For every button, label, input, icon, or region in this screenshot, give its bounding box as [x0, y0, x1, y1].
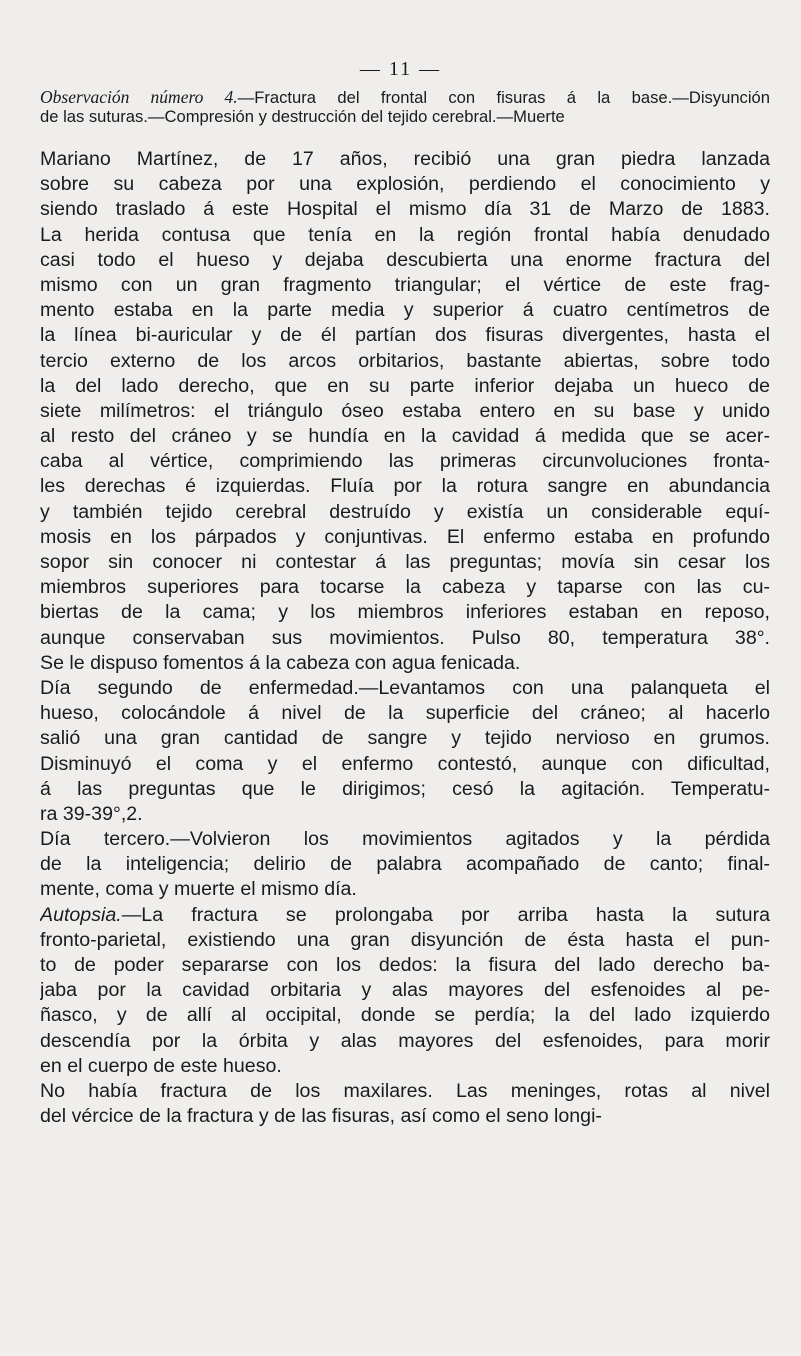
paragraph — [40, 1079, 770, 1129]
text-line: ñasco, y de allí al occipital, donde se perdía; la del lado izquierdo — [40, 1004, 770, 1027]
text-line: tercio externo de los arcos orbitarios, bastante abiertas, sobre todo — [40, 349, 770, 372]
observation-summary — [40, 88, 770, 126]
text-line: Se le dispuso fomentos á la cabeza con agua fenicada. — [40, 651, 521, 674]
text-line: al resto del cráneo y se hundía en la cavidad á medida que se acer- — [40, 425, 770, 448]
text-line: casi todo el hueso y dejaba descubierta una enorme fractura del — [40, 248, 770, 271]
page-number: — 11 — — [359, 58, 442, 80]
paragraph — [40, 147, 770, 676]
text-line: jaba por la cavidad orbitaria y alas mayores del esfenoides al pe- — [40, 979, 770, 1002]
summary-text: —Fractura del frontal con fisuras á la base.—Disyunción — [237, 88, 770, 107]
observation-label: Observación número 4. — [40, 88, 238, 107]
text-line: salió una gran cantidad de sangre y tejido nervioso en grumos. — [40, 727, 770, 750]
text-line: la del lado derecho, que en su parte inferior dejaba un hueco de — [40, 374, 770, 397]
text-line: biertas de la cama; y los miembros inferiores estaban en reposo, — [40, 601, 770, 624]
text-line: del vércice de la fractura y de las fisuras, así como el seno longi- — [40, 1105, 602, 1128]
text-line: sobre su cabeza por una explosión, perdiendo el conocimiento y — [40, 173, 770, 196]
text-line: siete milímetros: el triángulo óseo estaba entero en su base y unido — [40, 399, 770, 422]
case-report-body — [40, 147, 770, 1129]
text-line: Día segundo de enfermedad.—Levantamos con una palanqueta el — [40, 676, 770, 699]
paragraph — [40, 827, 770, 903]
paragraph — [40, 676, 770, 827]
section-lead: Autopsia. — [40, 903, 122, 926]
summary-line: de las suturas.—Compresión y destrucción del tejido cerebral.—Muerte — [40, 107, 565, 126]
text-line: ra 39-39°,2. — [40, 802, 143, 825]
text-line: siendo traslado á este Hospital el mismo día 31 de Marzo de 1883. — [40, 198, 770, 221]
summary-line — [40, 88, 770, 107]
text-line: Disminuyó el coma y el enfermo contestó, aunque con dificultad, — [40, 752, 770, 775]
text-line: La herida contusa que tenía en la región frontal había denudado — [40, 223, 770, 246]
text-line: á las preguntas que le dirigimos; cesó la agitación. Temperatu- — [40, 777, 770, 800]
text-line: No había fractura de los maxilares. Las meninges, rotas al nivel — [40, 1079, 770, 1102]
text-line: Mariano Martínez, de 17 años, recibió una gran piedra lanzada — [40, 148, 770, 170]
text-line: miembros superiores para tocarse la cabeza y taparse con las cu- — [40, 576, 770, 599]
text-line: la línea bi-auricular y de él partían dos fisuras divergentes, hasta el — [40, 324, 770, 347]
paragraph — [40, 903, 770, 1079]
text-line: en el cuerpo de este hueso. — [40, 1054, 282, 1077]
text-line: les derechas é izquierdas. Fluía por la rotura sangre en abundancia — [40, 475, 770, 498]
text-line: hueso, colocándole á nivel de la superficie del cráneo; al hacerlo — [40, 702, 770, 725]
text-line: caba al vértice, comprimiendo las primeras circunvoluciones fronta- — [40, 450, 770, 473]
text-line: de la inteligencia; delirio de palabra acompañado de canto; final- — [40, 853, 770, 876]
text-line: aunque conservaban sus movimientos. Pulso 80, temperatura 38°. — [40, 626, 770, 649]
line-text: —La fractura se prolongaba por arriba hasta la sutura — [121, 903, 770, 926]
text-line: mismo con un gran fragmento triangular; el vértice de este frag- — [40, 273, 770, 296]
text-line: Día tercero.—Volvieron los movimientos agitados y la pérdida — [40, 828, 770, 851]
text-line: mente, coma y muerte el mismo día. — [40, 878, 357, 901]
text-line — [40, 903, 770, 928]
text-line: y también tejido cerebral destruído y existía un considerable equí- — [40, 500, 770, 523]
text-line: sopor sin conocer ni contestar á las preguntas; movía sin cesar los — [40, 551, 770, 573]
text-line: mosis en los párpados y conjuntivas. El enfermo estaba en profundo — [40, 525, 770, 548]
text-line: fronto-parietal, existiendo una gran disyunción de ésta hasta el pun- — [40, 928, 770, 951]
text-line: to de poder separarse con los dedos: la fisura del lado derecho ba- — [40, 954, 770, 976]
text-line: descendía por la órbita y alas mayores del esfenoides, para morir — [40, 1029, 770, 1052]
text-line: mento estaba en la parte media y superior á cuatro centímetros de — [40, 299, 770, 322]
